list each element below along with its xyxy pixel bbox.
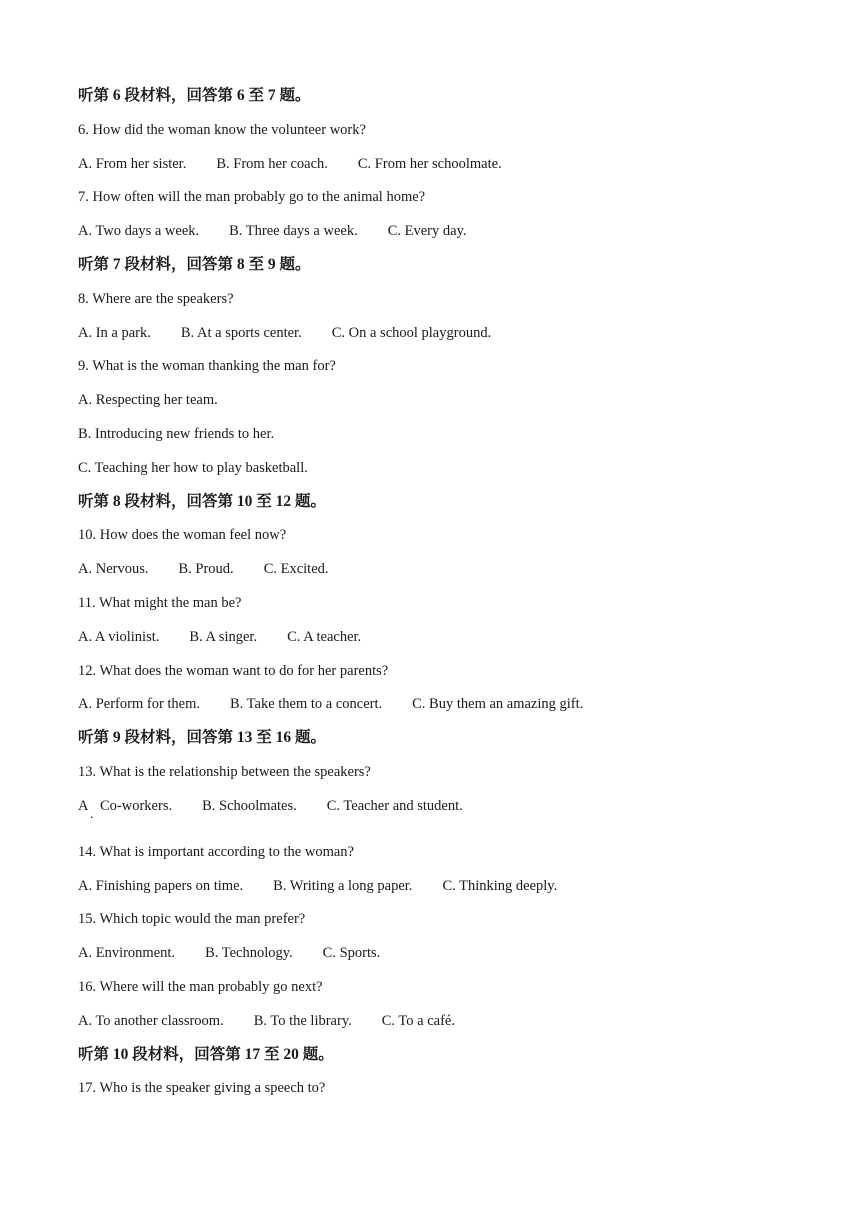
option-b: B. Schoolmates. [202, 797, 297, 814]
option-a: A. Nervous. [78, 561, 149, 578]
question-12-options [78, 692, 798, 726]
question-13: 13. What is the relationship between the speakers? [78, 763, 371, 780]
question-6-options [78, 152, 798, 186]
question-13-options [78, 794, 798, 840]
question-9: 9. What is the woman thanking the man for? [78, 358, 336, 375]
question-12: 12. What does the woman want to do for her parents? [78, 662, 389, 679]
question-16: 16. Where will the man probably go next? [78, 978, 323, 995]
option-c: C. Excited. [263, 561, 329, 578]
option-c: C. From her schoolmate. [357, 155, 502, 172]
option-a: A. From her sister. [78, 155, 187, 172]
option-a: A. Two days a week. [78, 223, 200, 240]
question-16-options [78, 1009, 798, 1043]
option-b: B. Take them to a concert. [230, 696, 383, 713]
question-15-options [78, 941, 798, 975]
section-heading-8: 听第 8 段材料，回答第 10 至 12 题。 [78, 492, 327, 510]
option-a: A. Finishing papers on time. [78, 877, 244, 894]
question-10-options [78, 557, 798, 591]
question-14-options [78, 874, 798, 908]
option-b: B. Technology. [205, 945, 293, 962]
question-11: 11. What might the man be? [78, 594, 242, 611]
question-6: 6. How did the woman know the volunteer work? [78, 121, 366, 138]
question-10: 10. How does the woman feel now? [78, 527, 287, 544]
question-15: 15. Which topic would the man prefer? [78, 911, 306, 928]
option-a: A. In a park. [78, 324, 151, 341]
question-9-option-a: A. Respecting her team. [78, 392, 218, 409]
question-8: 8. Where are the speakers? [78, 290, 234, 307]
option-b: B. Three days a week. [229, 223, 358, 240]
option-b: B. To the library. [253, 1012, 352, 1029]
section-heading-6: 听第 6 段材料，回答第 6 至 7 题。 [78, 87, 311, 104]
option-c: C. Teacher and student. [326, 797, 463, 814]
option-c: C. Buy them an amazing gift. [412, 696, 584, 713]
option-c: C. To a café. [381, 1012, 455, 1029]
option-a: A. To another classroom. [78, 1012, 224, 1029]
option-b: B. From her coach. [216, 155, 328, 172]
question-11-options [78, 625, 798, 659]
option-a: A. Environment. [78, 945, 176, 962]
section-heading-10: 听第 10 段材料，回答第 17 至 20 题。 [78, 1045, 334, 1063]
option-a: Co-workers. [100, 797, 173, 814]
question-7: 7. How often will the man probably go to the animal home? [78, 189, 426, 206]
question-8-options [78, 321, 798, 355]
section-heading-7: 听第 7 段材料，回答第 8 至 9 题。 [78, 255, 311, 273]
option-a: A. A violinist. [78, 628, 160, 645]
question-7-options [78, 219, 798, 253]
option-b: B. At a sports center. [180, 324, 302, 341]
question-14: 14. What is important according to the woman? [78, 843, 354, 860]
option-c: C. Thinking deeply. [442, 877, 558, 894]
option-c: C. A teacher. [287, 628, 362, 645]
option-a-letter: A [78, 797, 89, 814]
question-9-option-b: B. Introducing new friends to her. [78, 425, 275, 442]
option-b: B. Proud. [178, 561, 234, 578]
option-a: A. Perform for them. [78, 696, 201, 713]
question-9-option-c: C. Teaching her how to play basketball. [78, 459, 308, 476]
option-c: C. Every day. [387, 223, 467, 240]
option-a-dot: . [90, 806, 94, 822]
question-17: 17. Who is the speaker giving a speech to? [78, 1080, 326, 1097]
option-b: B. A singer. [189, 628, 258, 645]
section-heading-9: 听第 9 段材料，回答第 13 至 16 题。 [78, 729, 327, 747]
exam-page [78, 84, 798, 1110]
option-c: C. Sports. [322, 945, 381, 962]
option-c: C. On a school playground. [331, 324, 492, 341]
option-b: B. Writing a long paper. [273, 877, 413, 894]
